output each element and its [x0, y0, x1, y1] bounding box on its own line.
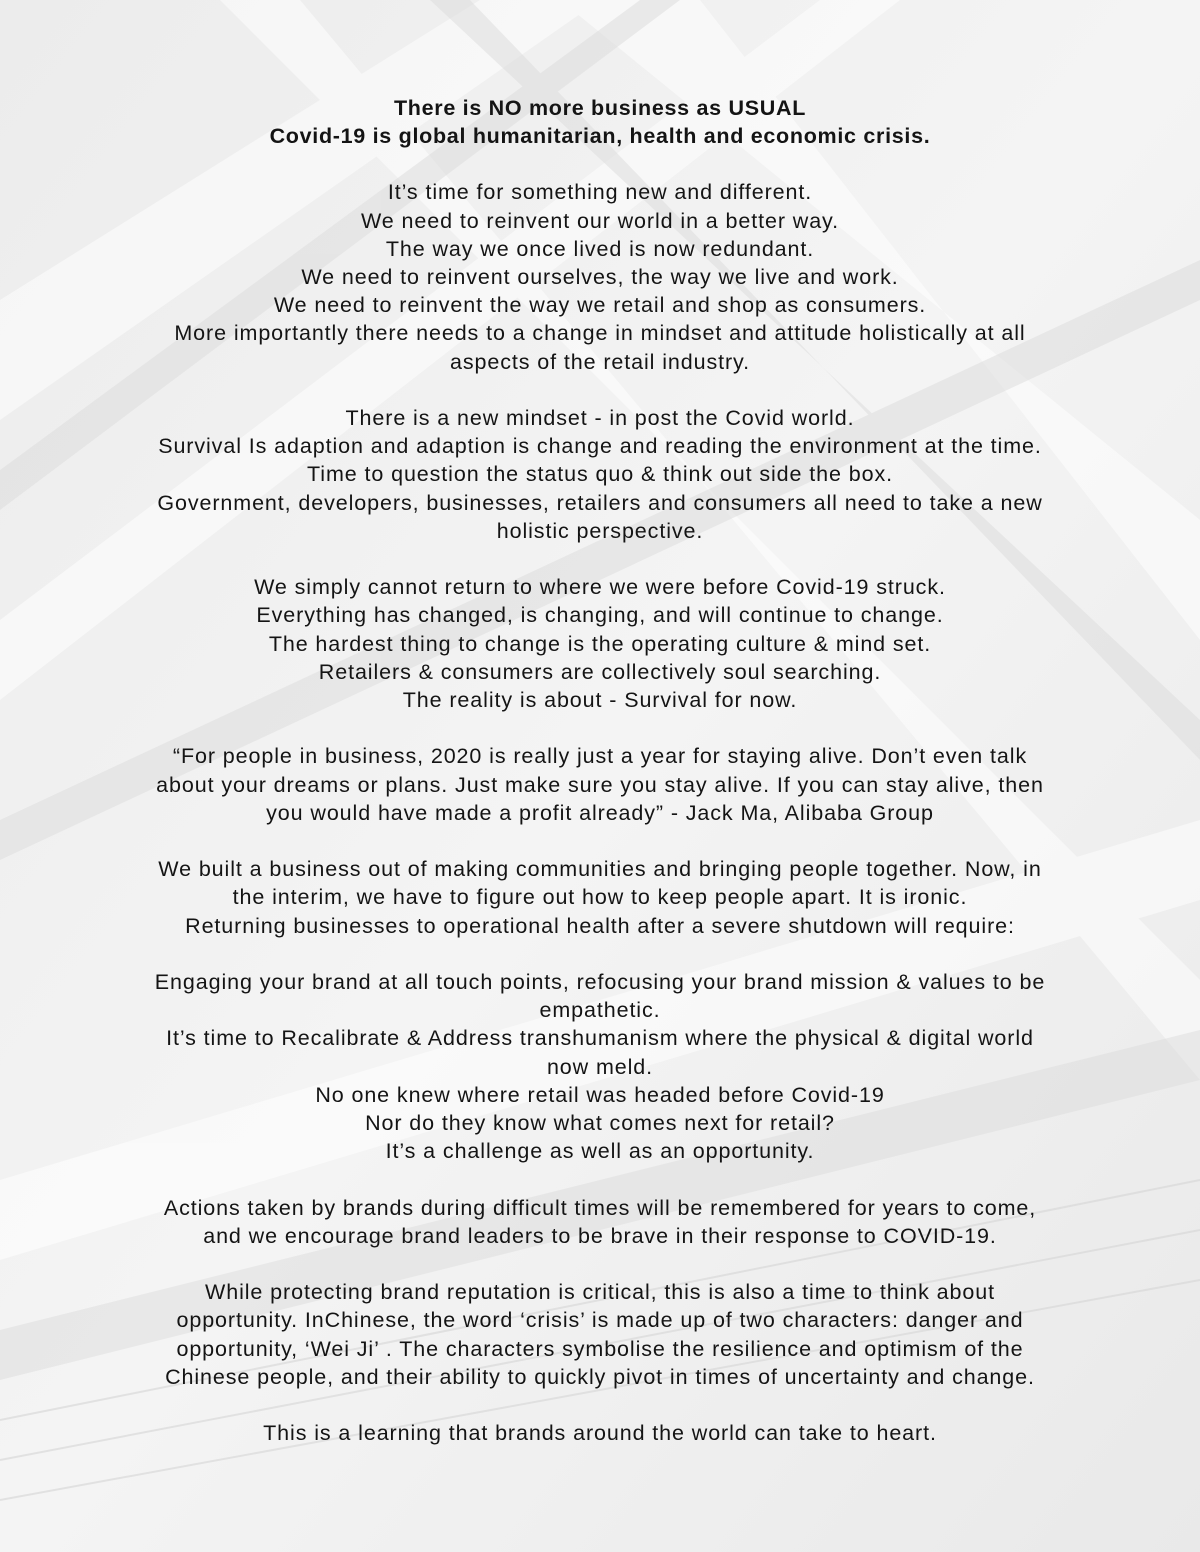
- paragraph-line: Survival Is adaption and adaption is change and reading the environment at the time.: [158, 434, 1042, 459]
- paragraph-line: Returning businesses to operational health after a severe shutdown will require:: [185, 913, 1015, 938]
- paragraph: [60, 1278, 1140, 1391]
- heading-line-1: There is NO more business as USUAL: [393, 96, 807, 120]
- paragraph-line: and we encourage brand leaders to be brave in their response to COVID-19.: [203, 1223, 997, 1248]
- paragraph-line: No one knew where retail was headed before Covid-19: [315, 1082, 885, 1107]
- paragraph-line: While protecting brand reputation is critical, this is also a time to think about: [205, 1280, 995, 1305]
- paragraph-line: opportunity, ‘Wei Ji’ . The characters symbolise the resilience and optimism of the: [176, 1336, 1024, 1361]
- paragraph-line: Chinese people, and their ability to quickly pivot in times of uncertainty and change.: [165, 1364, 1035, 1389]
- paragraph-line: More importantly there needs to a change in mindset and attitude holistically at all: [174, 321, 1026, 346]
- paragraph-line: now meld.: [546, 1054, 654, 1079]
- paragraph: [60, 968, 1140, 1165]
- paragraph-line: aspects of the retail industry.: [450, 349, 750, 374]
- paragraph-line: Time to question the status quo & think out side the box.: [307, 462, 893, 487]
- paragraph-line: Government, developers, businesses, retailers and consumers all need to take a new: [157, 490, 1043, 515]
- paragraph-line: Engaging your brand at all touch points, refocusing your brand mission & values to be: [154, 970, 1046, 995]
- paragraph: [60, 742, 1140, 827]
- paragraph: [60, 178, 1140, 375]
- paragraph-line: We need to reinvent ourselves, the way we live and work.: [301, 265, 899, 290]
- paragraph-line: Retailers & consumers are collectively soul searching.: [318, 659, 882, 684]
- paragraph-line: Nor do they know what comes next for retail?: [365, 1111, 835, 1136]
- paragraph-line: There is a new mindset - in post the Covid world.: [345, 406, 855, 431]
- paragraph-line: We need to reinvent our world in a better way.: [360, 208, 839, 233]
- document-body: [60, 94, 1140, 1476]
- heading-line-2: Covid-19 is global humanitarian, health and economic crisis.: [269, 124, 931, 149]
- paragraph: [60, 1194, 1140, 1250]
- paragraph-line: holistic perspective.: [496, 518, 704, 543]
- paragraph-list: [60, 178, 1140, 1447]
- paragraph: [60, 855, 1140, 940]
- paragraph-line: The reality is about - Survival for now.: [402, 688, 798, 713]
- paragraph-line: The hardest thing to change is the operating culture & mind set.: [268, 631, 932, 656]
- paragraph-line: you would have made a profit already” - Jack Ma, Alibaba Group: [266, 800, 934, 825]
- paragraph: [60, 1419, 1140, 1447]
- paragraph-line: the interim, we have to figure out how to keep people apart. It is ironic.: [232, 885, 968, 910]
- paragraph-line: It’s a challenge as well as an opportunity.: [385, 1139, 815, 1164]
- paragraph-line: It’s time to Recalibrate & Address transhumanism where the physical & digital world: [166, 1026, 1034, 1051]
- paragraph-line: Actions taken by brands during difficult times will be remembered for years to come,: [163, 1195, 1037, 1220]
- paragraph-line: about your dreams or plans. Just make sure you stay alive. If you can stay alive, then: [156, 772, 1044, 797]
- paragraph-line: “For people in business, 2020 is really just a year for staying alive. Don’t even talk: [172, 744, 1028, 769]
- paragraph-line: It’s time for something new and different.: [387, 180, 813, 205]
- paragraph-line: opportunity. InChinese, the word ‘crisis’ is made up of two characters: danger and: [176, 1308, 1024, 1333]
- document-heading: [60, 94, 1140, 150]
- paragraph-line: We built a business out of making communities and bringing people together. Now, in: [158, 857, 1042, 882]
- paragraph: [60, 404, 1140, 545]
- paragraph: [60, 573, 1140, 714]
- paragraph-line: We need to reinvent the way we retail and shop as consumers.: [273, 293, 927, 318]
- paragraph-line: This is a learning that brands around the world can take to heart.: [263, 1421, 937, 1446]
- paragraph-line: We simply cannot return to where we were before Covid-19 struck.: [254, 575, 946, 600]
- paragraph-line: The way we once lived is now redundant.: [385, 236, 815, 261]
- paragraph-line: empathetic.: [539, 998, 661, 1023]
- paragraph-line: Everything has changed, is changing, and will continue to change.: [256, 603, 944, 628]
